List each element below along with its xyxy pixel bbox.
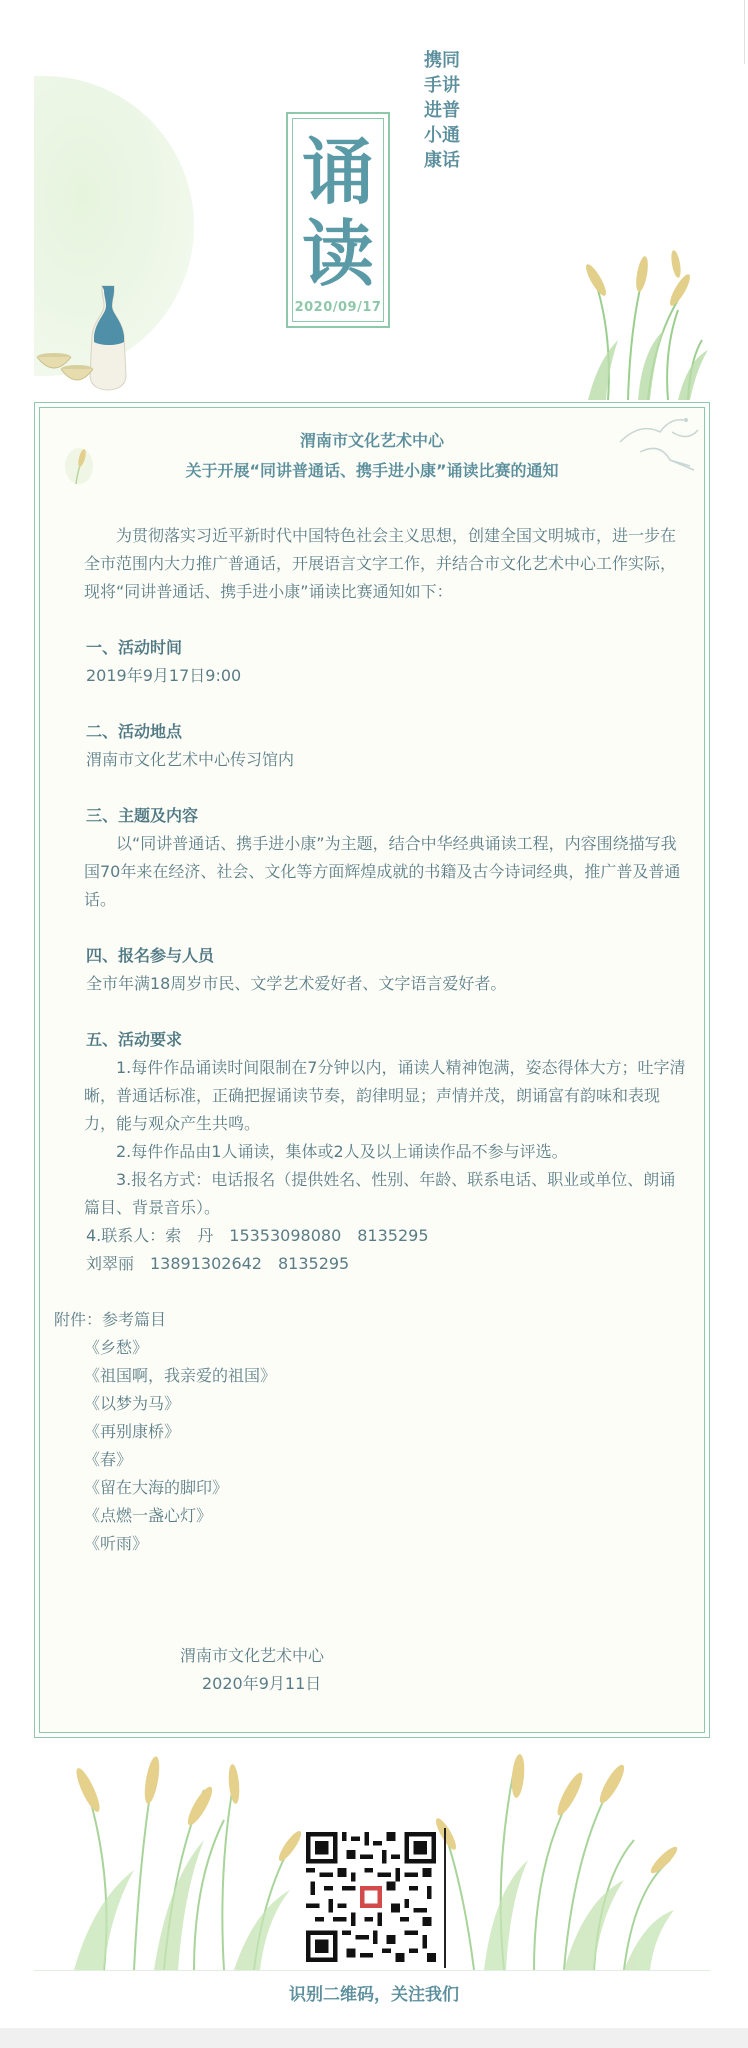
title-char-recite: 诵 [301,129,374,214]
divider [34,1970,710,1971]
section-heading-venue: 二、活动地点 [86,722,183,741]
section-content-venue: 渭南市文化艺术中心传习馆内 [86,750,295,769]
section-heading-theme: 三、主题及内容 [86,806,199,825]
section-heading-participants: 四、报名参与人员 [86,946,215,965]
slogan [424,48,464,173]
divider [444,1828,446,1968]
slogan-line: 康话 [424,150,460,171]
signature-org: 渭南市文化艺术中心 [180,1646,325,1665]
divider [744,0,745,64]
notice-intro: 为贯彻落实习近平新时代中国特色社会主义思想，创建全国文明城市，进一步在全市范围内大力推广普通话，开展语言文字工作，并结合市文化艺术中心工作实际，现将“同讲普通话、携手进小康”诵读比赛通知如下： [84,526,677,601]
section-content-theme: 以“同讲普通话、携手进小康”为主题，结合中华经典诵读工程，内容围绕描写我国70年来在经济、社会、文化等方面辉煌成就的书籍及古今诗词经典，推广普及普通话。 [84,834,681,909]
title-char-read: 读 [301,211,374,296]
reference-work: 《听雨》 [84,1534,149,1553]
slogan-line: 手讲 [424,75,460,96]
requirement-item: 2.每件作品由1人诵读，集体或2人及以上诵读作品不参与评选。 [116,1142,568,1161]
slogan-line: 进普 [424,100,460,121]
reference-work: 《再别康桥》 [84,1422,181,1441]
reference-work: 《祖国啊，我亲爱的祖国》 [84,1366,277,1385]
reference-work: 《乡愁》 [84,1338,149,1357]
reference-work: 《春》 [84,1450,133,1469]
reference-work: 《以梦为马》 [84,1394,181,1413]
publish-date: 2020/09/17 [294,300,382,315]
qr-code[interactable] [306,1832,436,1962]
notice-title: 关于开展“同讲普通话、携手进小康”诵读比赛的通知 [185,461,559,480]
header-banner [0,0,748,400]
attachment-label: 附件：参考篇目 [54,1310,167,1329]
contact-line: 刘翠丽 13891302642 8135295 [86,1254,350,1273]
notice-org-heading: 渭南市文化艺术中心 [299,431,444,450]
contact-line: 4.联系人：索 丹 15353098080 8135295 [86,1226,429,1245]
section-heading-time: 一、活动时间 [86,638,183,657]
section-content-time: 2019年9月17日9:00 [86,666,242,685]
title-seal [286,112,390,328]
slogan-line: 小通 [424,125,460,146]
reeds-illustration [568,250,718,400]
requirement-item: 1.每件作品诵读时间限制在7分钟以内，诵读人精神饱满，姿态得体大方；吐字清晰，普通话标准，正确把握诵读节奏，韵律明显；声情并茂，朗诵富有韵味和表现力，能与观众产生共鸣。 [84,1058,686,1133]
section-content-participants: 全市年满18周岁市民、文学艺术爱好者、文字语言爱好者。 [86,974,507,993]
cup-icon [60,364,94,386]
reference-work: 《留在大海的脚印》 [84,1478,229,1497]
reference-work: 《点燃一盏心灯》 [84,1506,213,1525]
scan-qr-prompt: 识别二维码，关注我们 [289,1985,459,2005]
signature-date: 2020年9月11日 [202,1674,322,1693]
section-heading-requirements: 五、活动要求 [86,1030,183,1049]
footer-bar [0,2028,748,2048]
requirement-item: 3.报名方式：电话报名（提供姓名、性别、年龄、联系电话、职业或单位、朗诵篇目、背景音乐）。 [84,1170,676,1217]
slogan-line: 携同 [424,50,460,71]
